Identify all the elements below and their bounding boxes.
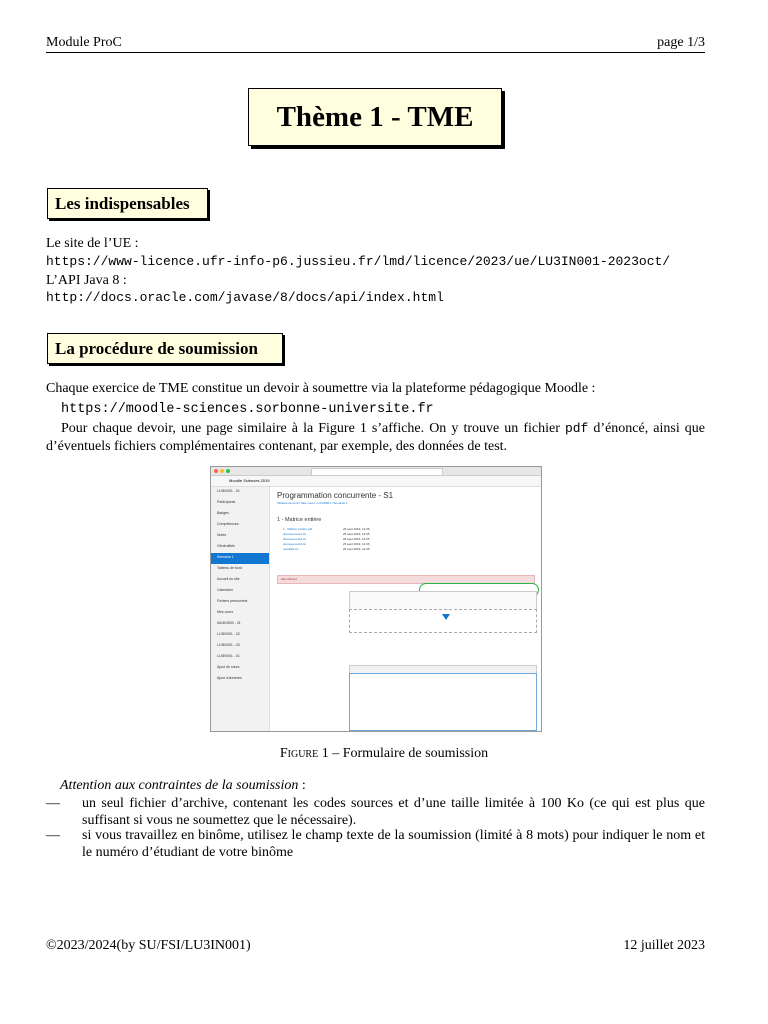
editor-textarea (349, 673, 537, 731)
moodle-sidebar-item: Semaine 1 (211, 553, 269, 564)
moodle-file-link: donnees-test1.txt (283, 532, 307, 536)
moodle-url[interactable]: https://moodle-sciences.sorbonne-universite.fr (61, 402, 434, 417)
section-heading-indispensables: Les indispensables (47, 188, 208, 219)
header-module: Module ProC (46, 35, 122, 50)
moodle-navbar (211, 476, 541, 487)
page-title: Thème 1 - TME (248, 88, 502, 146)
moodle-sidebar-item: Fichiers personnels (217, 599, 248, 603)
moodle-file-date: 26 sept 2019, 14:36 (343, 547, 370, 551)
moodle-sidebar-item: LU3IN001 - 03 (217, 643, 240, 647)
footer-date: 12 juillet 2023 (623, 938, 705, 953)
moodle-breadcrumb: Tableau de bord / Mes cours / LU3IN001 / Semaine 1 (277, 501, 348, 505)
file-dropzone (349, 609, 537, 633)
moodle-section-title: 1 - Matrice entière (277, 517, 322, 523)
moodle-sidebar-item: Mes cours (217, 610, 234, 614)
footer-copyright: ©2023/2024(by SU/FSI/LU3IN001) (46, 938, 251, 953)
moodle-file-link: 1 - Matrice entière.pdf (283, 527, 313, 531)
header-page-number: page 1/3 (657, 35, 705, 50)
figure-caption: Figure 1 – Formulaire de soumission (279, 746, 489, 761)
download-arrow-icon (442, 614, 450, 620)
api-label: L’API Java 8 : (46, 273, 127, 288)
moodle-file-date: 26 sept 2019, 14:36 (343, 532, 370, 536)
moodle-sidebar-item: Badges (217, 511, 229, 515)
moodle-sidebar-item: LU3IN001 - 02 (217, 632, 240, 636)
close-dot-icon (214, 469, 218, 473)
moodle-page-title: Programmation concurrente - S1 (277, 491, 394, 500)
address-bar (311, 468, 443, 476)
moodle-sidebar-item: Tableau de bord (217, 566, 243, 570)
pdf-code: pdf (564, 421, 589, 436)
moodle-file-date: 26 sept 2019, 14:36 (343, 542, 370, 546)
moodle-brand: Moodle Sciences 2019 (229, 478, 270, 483)
section-heading-soumission: La procédure de soumission (47, 333, 283, 364)
moodle-sidebar-item: Notes (217, 533, 227, 537)
moodle-sidebar-item: Ajout d'annexes (217, 676, 242, 680)
browser-toolbar (211, 467, 541, 476)
attention-heading: Attention aux contraintes de la soumission : (60, 778, 306, 793)
moodle-file-date: 26 sept 2019, 14:36 (343, 527, 370, 531)
moodle-file-link: donnees-test3.txt (283, 542, 307, 546)
header-rule (46, 52, 705, 53)
minimize-dot-icon (220, 469, 224, 473)
moodle-sidebar-item: Généralités (217, 544, 235, 548)
moodle-file-date: 26 sept 2019, 14:36 (343, 537, 370, 541)
moodle-alert: Mes fichiers (277, 575, 535, 584)
moodle-sidebar-item: Compétences (217, 522, 239, 526)
maximize-dot-icon (226, 469, 230, 473)
moodle-sidebar-item: Calendrier (217, 588, 234, 592)
moodle-sidebar-item: Accueil du site (217, 577, 240, 581)
list-item: — un seul fichier d’archive, contenant les codes sources et d’une taille limitée à 100 Ko (ce qui est plus que suffisant si vous ne soumettez que le nécessaire). (46, 796, 705, 828)
api-url[interactable]: http://docs.oracle.com/javase/8/docs/api/index.html (46, 290, 444, 305)
figure-moodle-screenshot (210, 466, 542, 732)
moodle-sidebar-item: LU3IN001 - 01 (217, 654, 240, 658)
ue-site-url[interactable]: https://www-licence.ufr-info-p6.jussieu.fr/lmd/licence/2023/ue/LU3IN001-2023oct/ (46, 254, 671, 269)
paragraph-devoir: Pour chaque devoir, une page similaire à la Figure 1 s’affiche. On y trouve un fichier pdf d’énoncé, ainsi que d’éventuels fichiers complémentaires contenant, par exemple, des données de test. (46, 421, 705, 454)
moodle-sidebar-item: MU4IN500 - 01 (217, 621, 241, 625)
list-item: — si vous travaillez en binôme, utilisez le champ texte de la soumission (limité à 8 mots) pour indiquer le nom et le numéro d’étudiant de votre binôme (46, 828, 705, 860)
ue-site-label: Le site de l’UE : (46, 236, 139, 251)
moodle-sidebar-item: LU3IN001 - 01 (217, 489, 240, 493)
moodle-main (273, 487, 535, 731)
moodle-file-link: resultats.txt (283, 547, 299, 551)
moodle-sidebar-item: Ajout de cours (217, 665, 240, 669)
moodle-sidebar (211, 487, 270, 731)
paragraph-intro: Chaque exercice de TME constitue un devoir à soumettre via la plateforme pédagogique Moodle : (46, 381, 596, 396)
moodle-sidebar-item: Participants (217, 500, 236, 504)
moodle-file-link: donnees-test2.txt (283, 537, 307, 541)
